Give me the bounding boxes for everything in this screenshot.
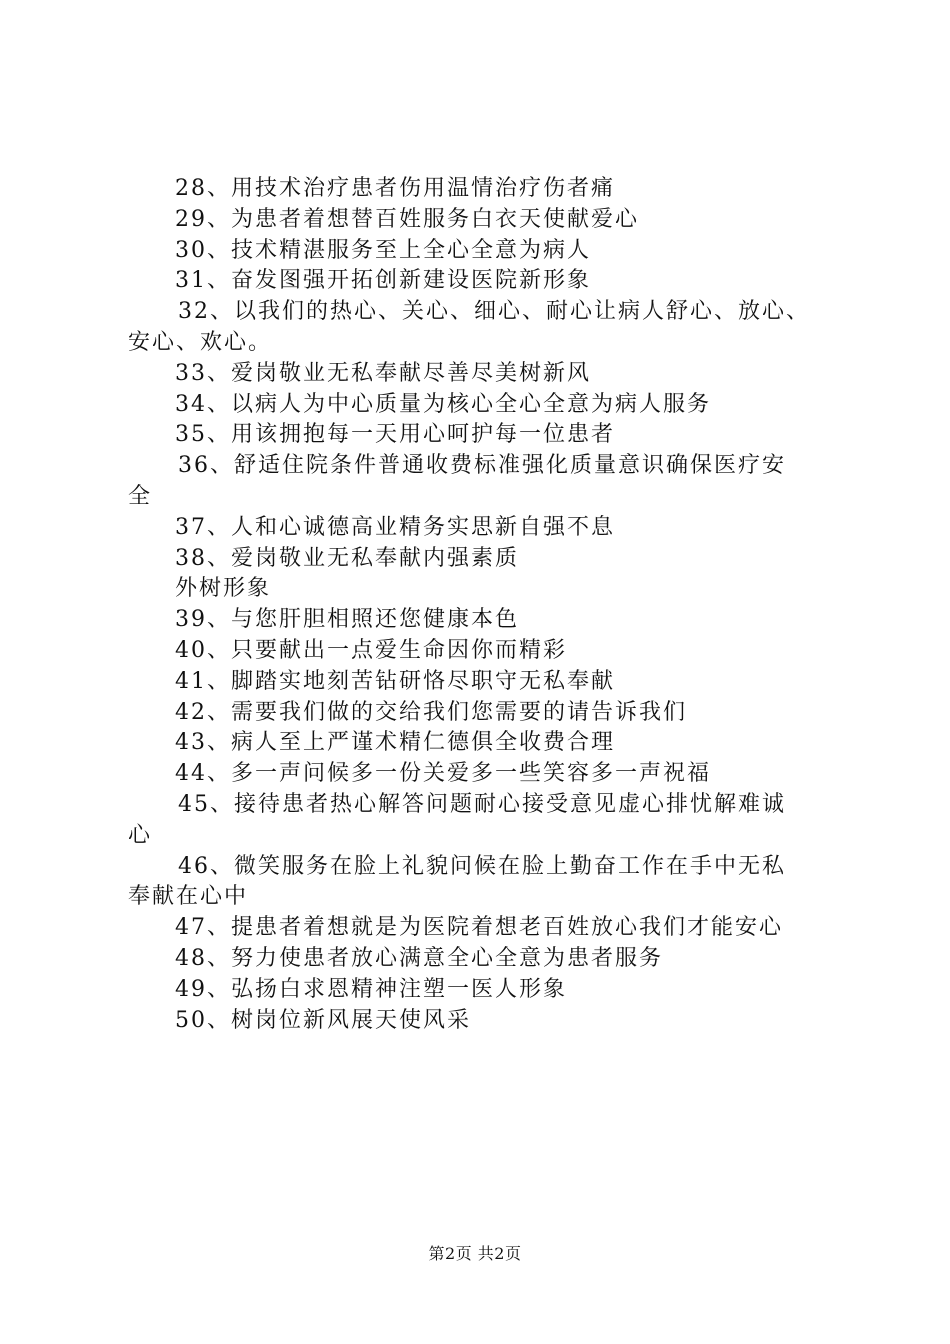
list-item-45-continuation: 心 [128,822,153,848]
list-item-31: 31、奋发图强开拓创新建设医院新形象 [175,268,591,294]
list-item-34: 34、以病人为中心质量为核心全心全意为病人服务 [175,391,711,417]
list-item-30: 30、技术精湛服务至上全心全意为病人 [175,237,591,263]
list-item-41: 41、脚踏实地刻苦钻研恪尽职守无私奉献 [175,668,615,694]
list-item-48: 48、努力使患者放心满意全心全意为患者服务 [175,945,663,971]
list-item-40: 40、只要献出一点爱生命因你而精彩 [175,637,567,663]
list-item-35: 35、用该拥抱每一天用心呵护每一位患者 [175,422,615,448]
list-item-43: 43、病人至上严谨术精仁德俱全收费合理 [175,730,615,756]
list-item-32: 32、以我们的热心、关心、细心、耐心让病人舒心、放心、 [178,299,810,325]
list-item-46: 46、微笑服务在脸上礼貌问候在脸上勤奋工作在手中无私 [178,853,786,879]
list-item-47: 47、提患者着想就是为医院着想老百姓放心我们才能安心 [175,915,783,941]
page-number-footer: 第2页 共2页 [428,1244,522,1263]
list-item-39: 39、与您肝胆相照还您健康本色 [175,607,519,633]
list-item-32-continuation: 安心、欢心。 [128,329,273,355]
list-item-33: 33、爱岗敬业无私奉献尽善尽美树新风 [175,360,591,386]
list-item-36-continuation: 全 [128,483,153,509]
list-item-38-continuation: 外树形象 [175,576,272,602]
list-item-36: 36、舒适住院条件普通收费标准强化质量意识确保医疗安 [178,453,786,479]
document-body [128,174,840,1036]
list-item-49: 49、弘扬白求恩精神注塑一医人形象 [175,976,567,1002]
list-item-42: 42、需要我们做的交给我们您需要的请告诉我们 [175,699,687,725]
list-item-44: 44、多一声问候多一份关爱多一些笑容多一声祝福 [175,761,711,787]
list-item-28: 28、用技术治疗患者伤用温情治疗伤者痛 [175,176,615,201]
list-item-50: 50、树岗位新风展天使风采 [175,1007,471,1033]
list-item-45: 45、接待患者热心解答问题耐心接受意见虚心排忧解难诚 [178,791,786,817]
list-item-38: 38、爱岗敬业无私奉献内强素质 [175,545,519,571]
list-item-46-continuation: 奉献在心中 [128,884,249,910]
list-item-37: 37、人和心诚德高业精务实思新自强不息 [175,514,615,540]
list-item-29: 29、为患者着想替百姓服务白衣天使献爱心 [175,206,639,232]
